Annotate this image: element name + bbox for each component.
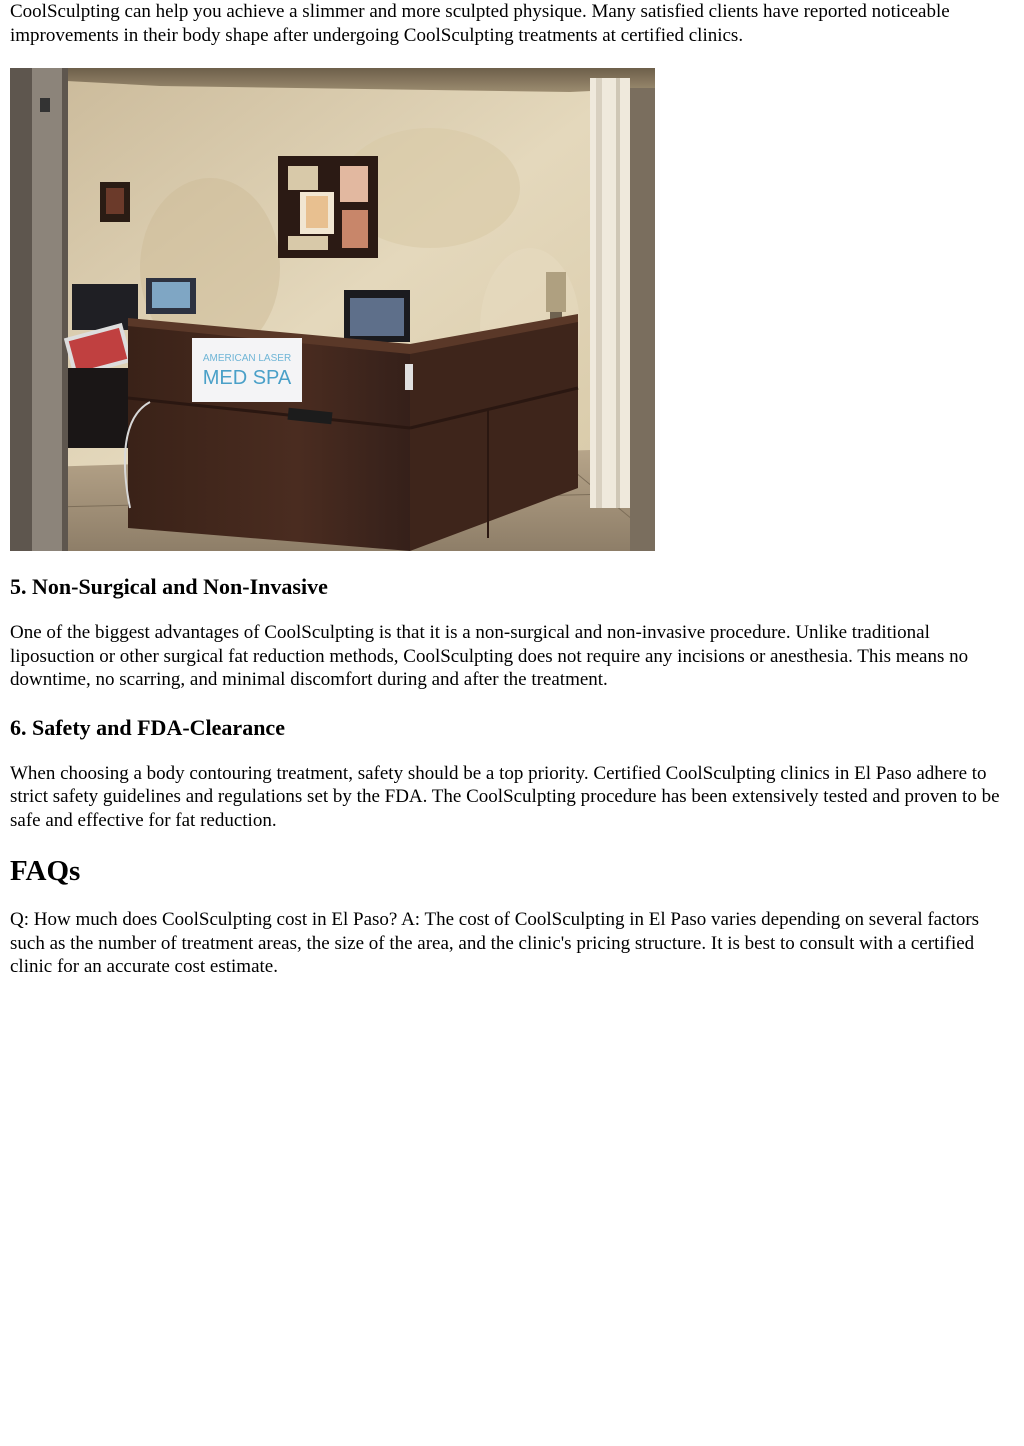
med-spa-reception-photo [10, 68, 655, 551]
intro-paragraph: CoolSculpting can help you achieve a slimmer and more sculpted physique. Many satisfied clients have reported noticeable improvements in their body shape after undergoing CoolSculpting treatments at certified clinics. [10, 1, 950, 46]
section-5-paragraph: One of the biggest advantages of CoolSculpting is that it is a non-surgical and non-invasive procedure. Unlike traditional liposuction or other surgical fat reduction methods, CoolSculpting does not require any incisions or anesthesia. This means no downtime, no scarring, and minimal discomfort during and after the treatment. [10, 622, 969, 690]
sign-line-1: AMERICAN LASER [202, 353, 292, 364]
section-6-paragraph: When choosing a body contouring treatment, safety should be a top priority. Certified CoolSculpting clinics in El Paso adhere to strict safety guidelines and regulations set by the FDA. The CoolSculpting procedure has been extensively tested and proven to be safe and effective for fat reduction. [10, 762, 1000, 831]
sign-line-2: MED SPA [202, 367, 292, 389]
faqs-heading: FAQs [10, 855, 81, 887]
section-5-heading: 5. Non-Surgical and Non-Invasive [10, 574, 328, 599]
section-6-heading: 6. Safety and FDA-Clearance [10, 714, 285, 740]
document-page [10, 0, 1014, 979]
faq-item: Q: How much does CoolSculpting cost in El Paso? A: The cost of CoolSculpting in El Paso varies depending on several factors such as the number of treatment areas, the size of the area, and the clinic's pricing structure. It is best to consult with a certified clinic for an accurate cost estimate. [10, 909, 980, 977]
